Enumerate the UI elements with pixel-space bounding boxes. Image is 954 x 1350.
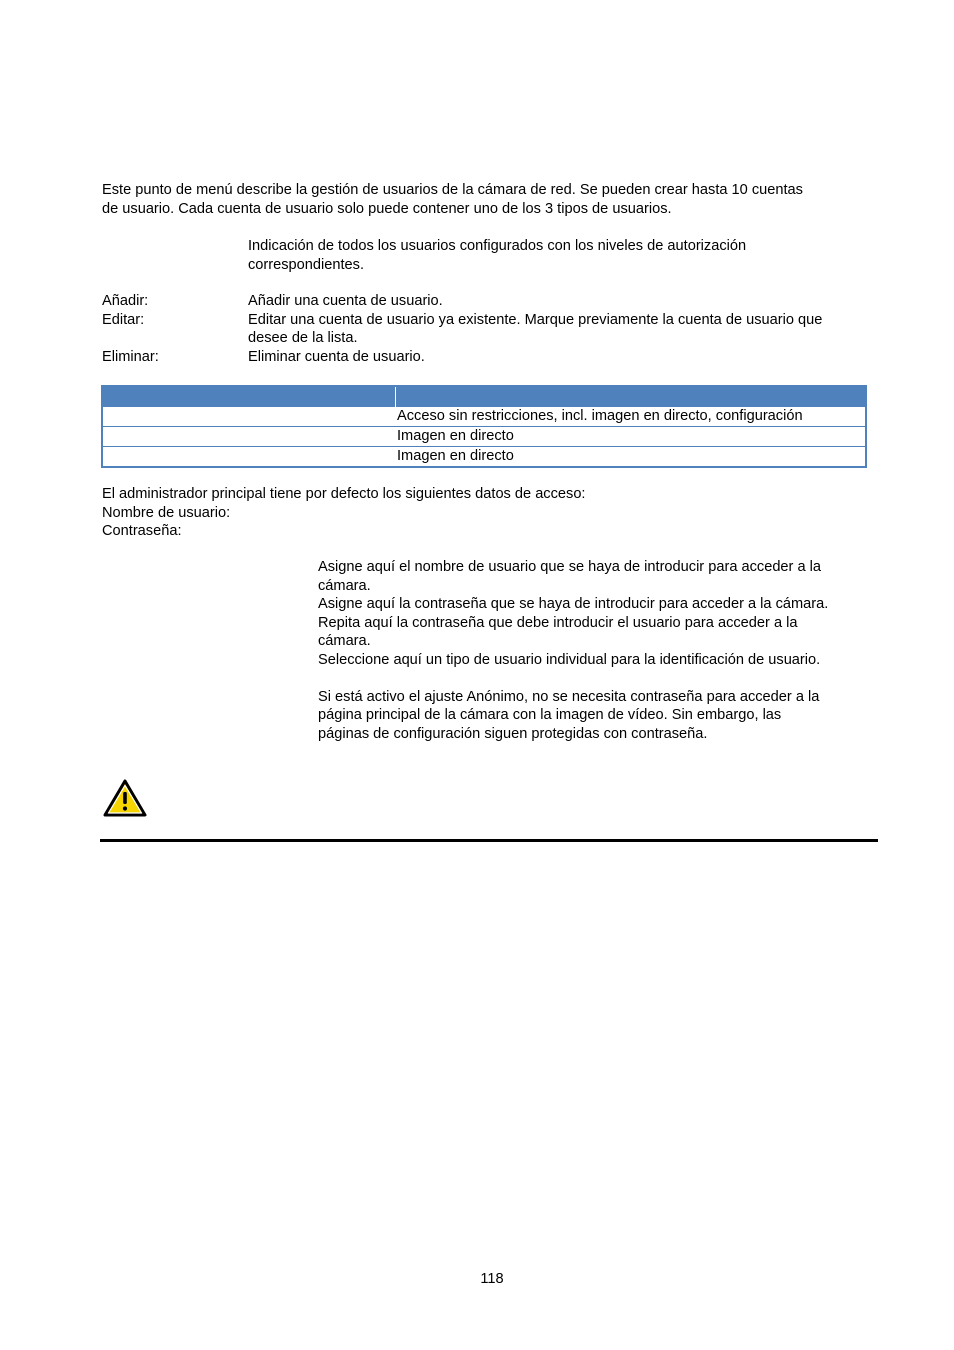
username-label: Nombre de usuario: (102, 504, 231, 521)
table-row (102, 427, 866, 447)
definition-text: Añadir una cuenta de usuario. (248, 293, 443, 309)
table-row (102, 447, 866, 468)
rights-cell: Imagen en directo (395, 427, 866, 447)
anonymous-description: página principal de la cámara con la imagen de vídeo. Sin embargo, las (318, 707, 782, 723)
definition-text-line: Editar una cuenta de usuario ya existente. Marque previamente la cuenta de usuario que (248, 311, 823, 328)
confirm-password-description: Repita aquí la contraseña que debe introducir el usuario para acceder a la (318, 614, 798, 631)
username-description: Asigne aquí el nombre de usuario que se haya de introducir para acceder a la (318, 559, 821, 575)
warning-triangle-icon (102, 778, 148, 818)
section-divider (100, 839, 878, 842)
definition-term: Eliminar: (102, 348, 159, 365)
rights-cell: Acceso sin restricciones, incl. imagen en directo, configuración (395, 407, 866, 427)
table-header-cell (102, 386, 395, 407)
table-header-cell (395, 386, 866, 407)
rights-cell: Imagen en directo (395, 447, 866, 468)
confirm-password-description: cámara. (318, 633, 371, 649)
user-type-cell (102, 427, 395, 447)
definition-term: Editar: (102, 311, 145, 328)
list-description-line: correspondientes. (248, 256, 365, 273)
user-type-description: Seleccione aquí un tipo de usuario individual para la identificación de usuario. (318, 651, 821, 668)
table-row (102, 407, 866, 427)
definition-add (102, 292, 892, 311)
user-type-cell (102, 447, 395, 468)
intro-line: Este punto de menú describe la gestión de usuarios de la cámara de red. Se pueden crear hasta 10 cuentas (102, 182, 803, 198)
definition-delete (102, 348, 892, 367)
definition-text (248, 311, 888, 348)
admin-defaults (102, 485, 892, 541)
username-description: cámara. (318, 577, 371, 594)
spacer (318, 669, 888, 688)
intro-line: de usuario. Cada cuenta de usuario solo puede contener uno de los 3 tipos de usuarios. (102, 200, 672, 217)
field-descriptions (318, 558, 888, 743)
admin-defaults-intro: El administrador principal tiene por defecto los siguientes datos de acceso: (102, 486, 586, 502)
password-label: Contraseña: (102, 523, 182, 539)
anonymous-description: Si está activo el ajuste Anónimo, no se necesita contraseña para acceder a la (318, 688, 820, 705)
user-types-table (101, 385, 867, 468)
user-type-cell (102, 407, 395, 427)
table-header-row (102, 386, 866, 407)
password-description: Asigne aquí la contraseña que se haya de introducir para acceder a la cámara. (318, 596, 829, 612)
page-number: 118 (480, 1271, 504, 1287)
definition-edit (102, 311, 892, 348)
list-description-line: Indicación de todos los usuarios configurados con los niveles de autorización (248, 238, 747, 254)
intro-paragraph (102, 181, 892, 218)
definition-text-line: desee de la lista. (248, 330, 358, 346)
action-definitions (102, 292, 892, 366)
anonymous-description: páginas de configuración siguen protegidas con contraseña. (318, 725, 708, 742)
definition-term: Añadir: (102, 293, 149, 309)
definition-text: Eliminar cuenta de usuario. (248, 348, 425, 365)
user-list-description (248, 237, 888, 274)
